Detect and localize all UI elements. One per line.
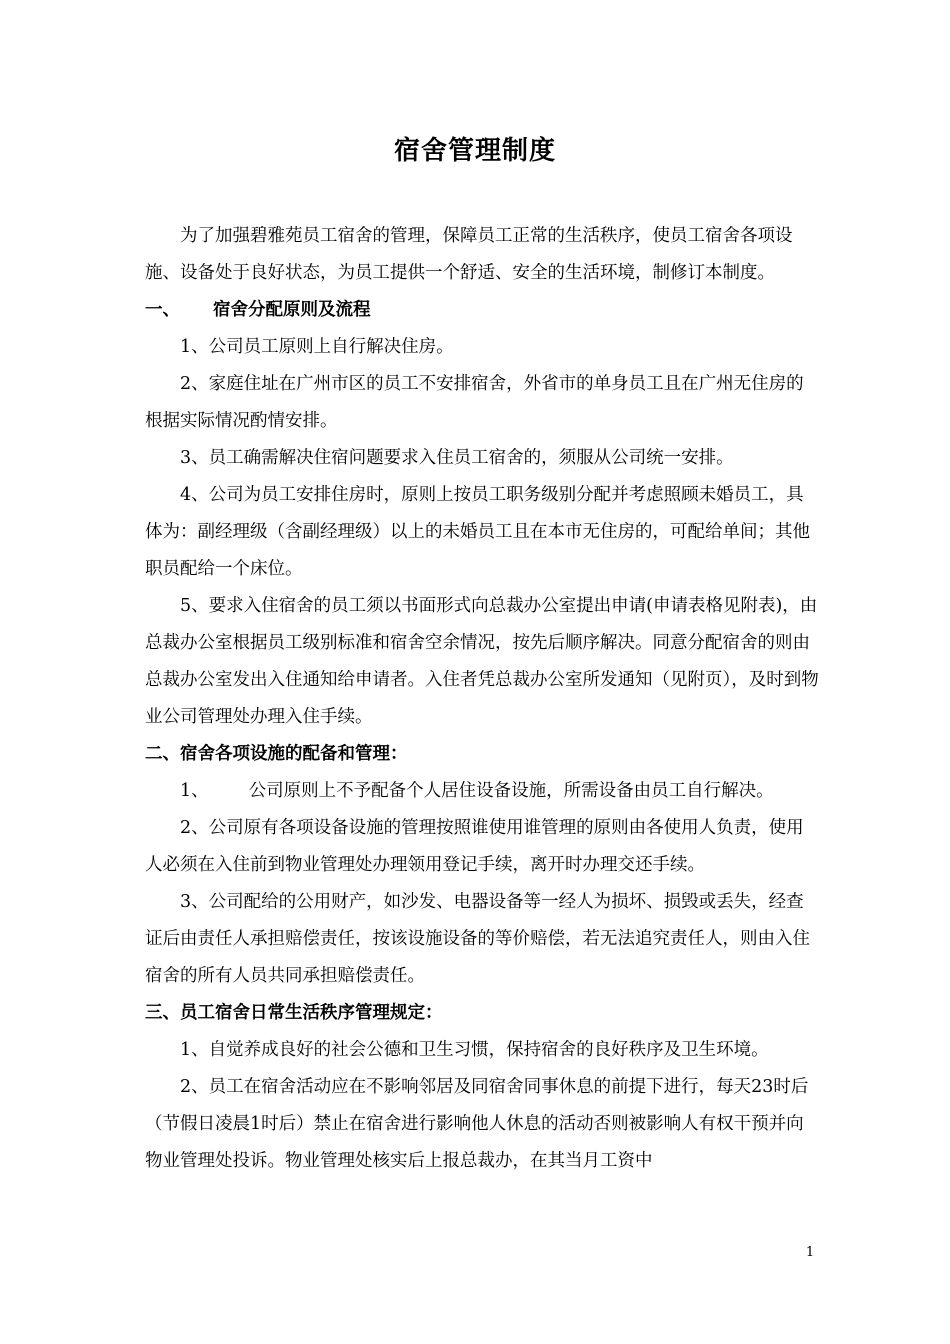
section-2-item-1 [145,773,820,810]
section-1-item-4: 4、公司为员工安排住房时，原则上按员工职务级别分配并考虑照顾未婚员工，具体为：副经理级（含副经理级）以上的未婚员工且在本市无住房的，可配给单间；其他职员配给一个床位。 [145,485,810,579]
section-2-item-1-number: 1、 [180,781,209,801]
section-3-item-1: 1、自觉养成良好的社会公德和卫生习惯，保持宿舍的良好秩序及卫生环境。 [180,1040,769,1060]
section-1-item-1: 1、公司员工原则上自行解决住房。 [180,337,454,357]
document-title: 宿舍管理制度 [393,136,556,166]
section-3-heading: 三、员工宿舍日常生活秩序管理规定： [145,1003,443,1023]
section-1-number: 一、 [145,300,180,320]
section-2-heading: 二、宿舍各项设施的配备和管理： [145,744,408,764]
section-1-item-2: 2、家庭住址在广州市区的员工不安排宿舍，外省市的单身员工且在广州无住房的根据实际情况酌情安排。 [145,374,804,431]
section-1-item-3: 3、员工确需解决住宿问题要求入住员工宿舍的，须服从公司统一安排。 [180,448,734,468]
document-body [145,218,820,1180]
intro-paragraph: 为了加强碧雅苑员工宿舍的管理，保障员工正常的生活秩序，使员工宿舍各项设施、设备处于良好状态，为员工提供一个舒适、安全的生活环境，制修订本制度。 [145,226,793,283]
section-2-item-2: 2、公司原有各项设备设施的管理按照谁使用谁管理的原则由各使用人负责，使用人必须在入住前到物业管理处办理领用登记手续，离开时办理交还手续。 [145,818,804,875]
page-number: 1 [805,1245,815,1260]
section-3-item-2: 2、员工在宿舍活动应在不影响邻居及同宿舍同事休息的前提下进行，每天23时后（节假日凌晨1时后）禁止在宿舍进行影响他人休息的活动否则被影响人有权干预并向物业管理处投诉。物业管理处核实后上报总裁办，在其当月工资中 [145,1077,809,1171]
section-1-title: 宿舍分配原则及流程 [213,300,371,320]
section-1-heading [145,292,820,329]
section-2-item-3: 3、公司配给的公用财产，如沙发、电器设备等一经人为损坏、损毁或丢失，经查证后由责任人承担赔偿责任，按该设施设备的等价赔偿，若无法追究责任人，则由入住宿舍的所有人员共同承担赔偿责任。 [145,892,810,986]
section-2-item-1-text: 公司原则上不予配备个人居住设备设施，所需设备由员工自行解决。 [248,781,774,801]
section-1-item-5: 5、要求入住宿舍的员工须以书面形式向总裁办公室提出申请(申请表格见附表)，由总裁办公室根据员工级别标准和宿舍空余情况，按先后顺序解决。同意分配宿舍的则由总裁办公室发出入住通知给申请者。入住者凭总裁办公室所发通知（见附页），及时到物业公司管理处办理入住手续。 [145,596,819,727]
